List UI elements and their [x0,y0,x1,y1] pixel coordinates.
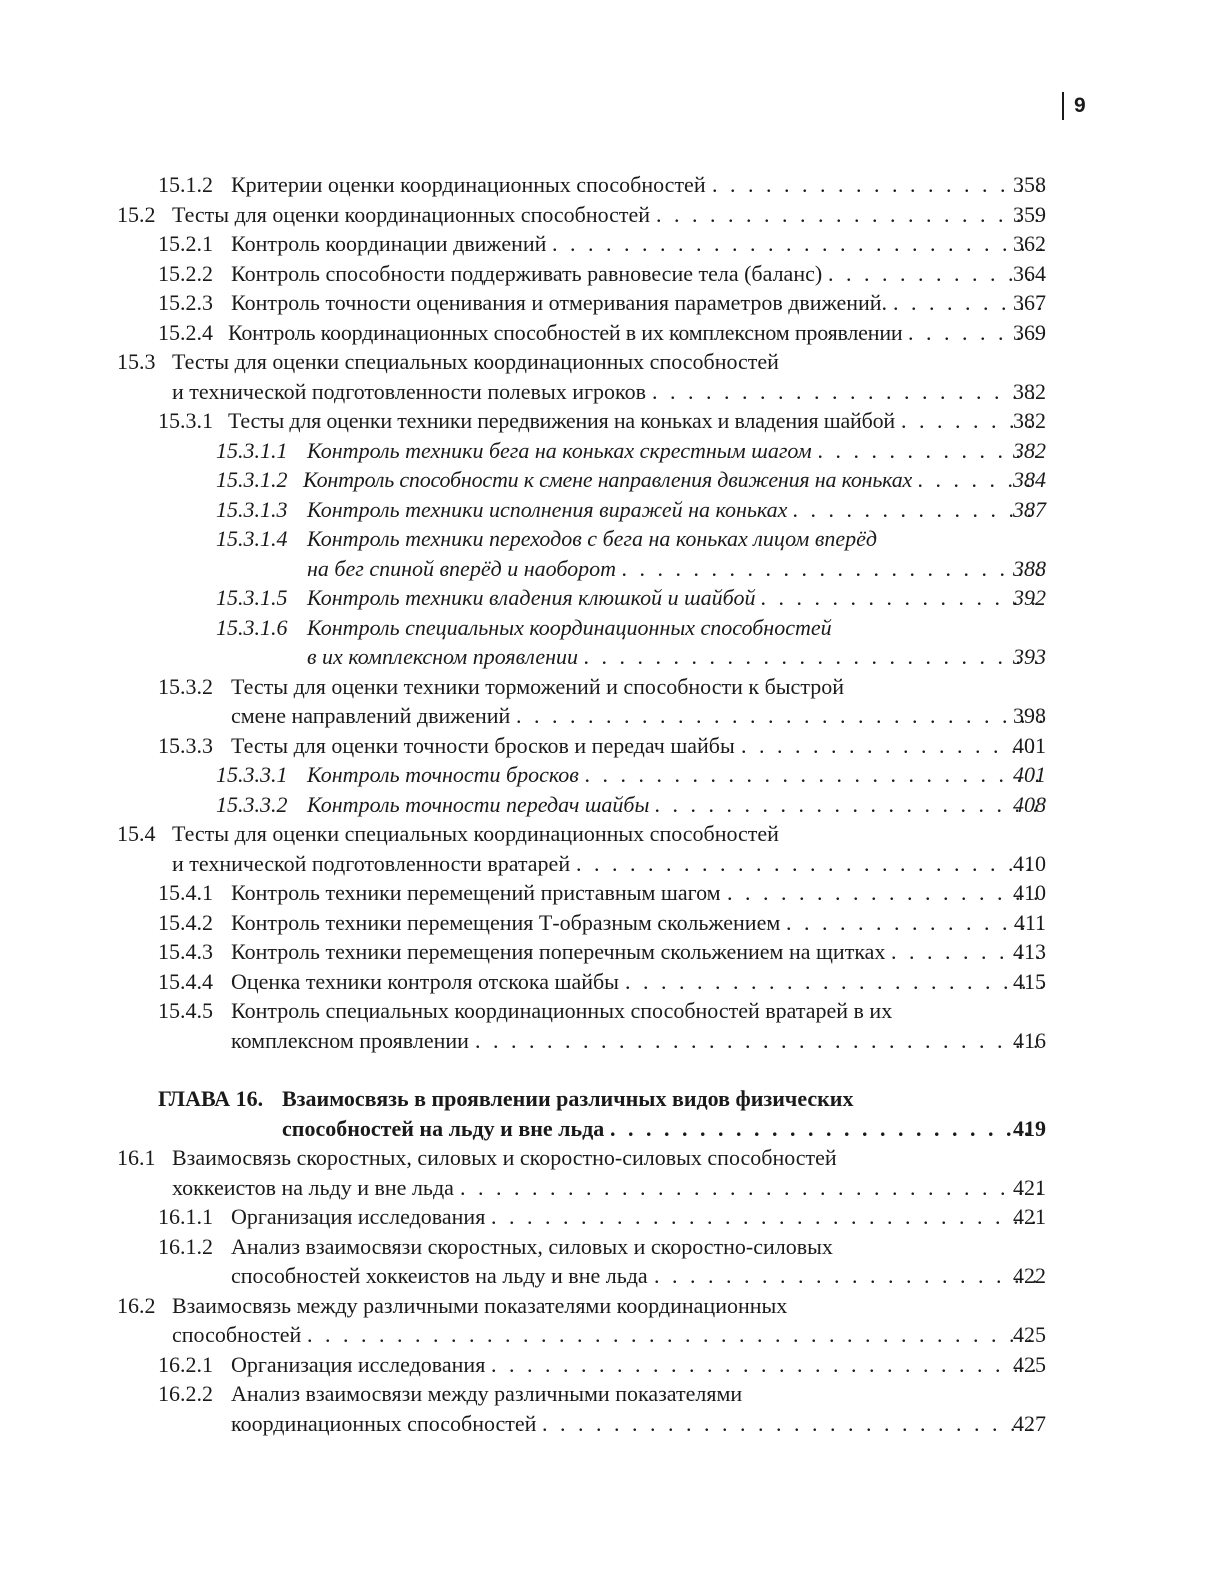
toc-entry-title: Тесты для оценки точности бросков и передач шайбы [231,732,735,758]
toc-entry[interactable] [0,1143,1211,1173]
toc-entry[interactable] [0,318,1211,348]
toc-entry-number: 15.2.3 [158,290,213,315]
toc-entry[interactable] [0,200,1211,230]
toc-entry-page: 401 [1013,732,1046,758]
toc-entry-number: 15.2.4 [158,319,213,345]
toc-entry[interactable] [0,760,1211,790]
toc-chapter-title-continued: способностей на льду и вне льда [282,1115,605,1141]
toc-entry-title: Критерии оценки координационных способностей [231,172,706,197]
toc-entry-title: Взаимосвязь между различными показателями координационных [172,1292,788,1318]
toc-entry-page: 393 [1013,644,1046,669]
toc-entry-page: 392 [1013,585,1046,610]
toc-entry-title: Анализ взаимосвязи между различными показателями [231,1381,743,1406]
toc-chapter-title: Взаимосвязь в проявлении различных видов физических [282,1086,854,1111]
toc-entry-continuation[interactable] [0,377,1211,407]
toc-entry[interactable] [0,1350,1211,1380]
toc-entry-number: 15.3.1.2 [216,467,288,492]
toc-entry-page: 388 [1013,555,1046,581]
toc-entry[interactable] [0,524,1211,554]
toc-entry-page: 422 [1013,1263,1046,1288]
toc-entry[interactable] [0,347,1211,377]
toc-leader-dots [727,878,1043,908]
toc-entry-continuation[interactable] [0,701,1211,731]
toc-entry-title: Взаимосвязь скоростных, силовых и скоростно-силовых способностей [172,1145,837,1170]
toc-entry-page: 413 [1013,939,1046,964]
toc-entry[interactable] [0,819,1211,849]
toc-entry-page: 408 [1013,791,1046,817]
toc-entry-number: 15.4 [117,821,156,846]
toc-entry-number: 15.4.2 [158,909,213,935]
toc-entry[interactable] [0,613,1211,643]
toc-entry-title: Контроль техники перемещения поперечным скольжением на щитках [231,939,886,964]
toc-entry-continuation[interactable] [0,1026,1211,1056]
toc-leader-dots [818,436,1043,466]
toc-entry-page: 367 [1013,290,1046,315]
toc-leader-dots [585,760,1043,790]
toc-entry-page: 401 [1013,762,1046,787]
toc-entry-number: 16.2.1 [158,1351,213,1377]
toc-entry-title: Тесты для оценки техники торможений и способности к быстрой [231,673,844,699]
toc-entry-title: Контроль способности к смене направления движения на коньках [303,467,913,492]
toc-leader-dots [652,377,1043,407]
toc-entry[interactable] [0,583,1211,613]
toc-leader-dots [491,1202,1043,1232]
toc-entry-number: 15.2.1 [158,231,213,256]
toc-entry[interactable] [0,1232,1211,1262]
toc-entry-page: 425 [1013,1322,1046,1347]
toc-entry-number: 16.2 [117,1292,156,1318]
toc-entry-page: 362 [1013,231,1046,256]
toc-entry-page: 415 [1013,968,1046,994]
toc-entry-title: Тесты для оценки специальных координационных способностей [172,821,779,846]
toc-chapter-continuation[interactable] [0,1114,1211,1144]
toc-entry-title-continued: в их комплексном проявлении [307,644,579,669]
toc-leader-dots [460,1173,1043,1203]
toc-chapter-heading[interactable] [0,1084,1211,1114]
toc-leader-dots [761,583,1043,613]
toc-leader-dots [655,790,1043,820]
toc-entry-title-continued: комплексном проявлении [231,1027,469,1053]
toc-entry-title: Контроль техники перемещения Т-образным скольжением [231,909,781,935]
toc-leader-dots [712,170,1043,200]
toc-entry-page: 411 [1013,909,1046,935]
toc-entry-page: 364 [1013,260,1046,286]
toc-entry-continuation[interactable] [0,1173,1211,1203]
toc-leader-dots [793,495,1043,525]
toc-entry-number: 15.1.2 [158,172,213,197]
toc-entry[interactable] [0,937,1211,967]
toc-entry-page: 398 [1013,703,1046,728]
toc-entry-page: 425 [1013,1351,1046,1377]
toc-entry[interactable] [0,908,1211,938]
toc-leader-dots [584,642,1043,672]
toc-entry-number: 16.1 [117,1145,156,1170]
toc-entry-title: Контроль специальных координационных способностей [307,614,832,640]
toc-entry-title: Контроль техники владения клюшкой и шайбой [307,585,756,610]
toc-entry[interactable] [0,1379,1211,1409]
toc-entry-title: Контроль точности оценивания и отмеривания параметров движений. [231,290,888,315]
toc-entry[interactable] [0,672,1211,702]
toc-leader-dots [552,229,1043,259]
toc-entry-page: 427 [1013,1410,1046,1436]
toc-entry-number: 16.1.2 [158,1233,213,1259]
toc-entry[interactable] [0,406,1211,436]
toc-leader-dots [491,1350,1043,1380]
toc-entry-title-continued: способностей хоккеистов на льду и вне льда [231,1263,648,1288]
toc-leader-dots [828,259,1043,289]
toc-entry-title: Тесты для оценки техники передвижения на коньках и владения шайбой [228,408,895,433]
toc-entry-page: 369 [1013,319,1046,345]
toc-entry-number: 15.2 [117,201,156,227]
toc-leader-dots [622,554,1043,584]
toc-entry-title: Тесты для оценки специальных координационных способностей [172,349,779,374]
toc-entry-title: Контроль координационных способностей в их комплексном проявлении [228,319,903,345]
toc-entry[interactable] [0,288,1211,318]
toc-entry-title-continued: хоккеистов на льду и вне льда [172,1174,454,1200]
toc-entry-continuation[interactable] [0,1409,1211,1439]
toc-entry-title: Контроль способности поддерживать равновесие тела (баланс) [231,260,823,286]
toc-leader-dots [610,1114,1043,1144]
toc-leader-dots [786,908,1043,938]
toc-entry-title-continued: и технической подготовленности вратарей [172,850,571,876]
toc-entry-number: 15.3.3.2 [216,791,288,817]
toc-entry-title: Контроль техники бега на коньках скрестным шагом [307,437,812,463]
toc-entry-title: Контроль точности передач шайбы [307,791,650,817]
toc-entry-number: 15.4.5 [158,998,213,1023]
toc-entry-continuation[interactable] [0,1320,1211,1350]
toc-entry-number: 15.3.1 [158,408,213,433]
toc-entry[interactable] [0,436,1211,466]
toc-entry[interactable] [0,996,1211,1026]
toc-entry-title: Контроль координации движений [231,231,547,256]
toc-entry-page: 421 [1013,1174,1046,1200]
toc-entry-title: Оценка техники контроля отскока шайбы [231,968,619,994]
toc-entry-title-continued: и технической подготовленности полевых игроков [172,378,646,404]
toc-entry-continuation[interactable] [0,849,1211,879]
toc-entry-title: Контроль техники переходов с бега на коньках лицом вперёд [307,526,878,551]
toc-entry-page: 410 [1013,850,1046,876]
toc-entry[interactable] [0,731,1211,761]
toc-leader-dots [656,200,1043,230]
toc-entry-page: 384 [1013,467,1046,492]
toc-entry-number: 15.3.1.4 [216,526,288,551]
toc-entry-number: 15.3 [117,349,156,374]
toc-entry[interactable] [0,790,1211,820]
toc-entry-number: 15.4.1 [158,880,213,905]
toc-entry-title: Контроль техники перемещений приставным шагом [231,880,721,905]
toc-entry[interactable] [0,259,1211,289]
toc-entry-number: 15.3.1.1 [216,437,288,463]
toc-entry-continuation[interactable] [0,1261,1211,1291]
toc-entry-title-continued: координационных способностей [231,1410,537,1436]
page-number: 9 [1074,94,1086,117]
toc-entry-number: 15.4.3 [158,939,213,964]
toc-leader-dots [576,849,1043,879]
toc-entry-number: 15.3.1.3 [216,496,288,522]
toc-entry[interactable] [0,878,1211,908]
toc-entry[interactable] [0,1202,1211,1232]
toc-entry-title: Контроль специальных координационных способностей вратарей в их [231,998,893,1023]
toc-entry-number: 15.3.3 [158,732,213,758]
toc-entry[interactable] [0,495,1211,525]
toc-chapter-page: 419 [1013,1115,1046,1141]
toc-leader-dots [307,1320,1043,1350]
toc-leader-dots [542,1409,1043,1439]
toc-entry-title-continued: на бег спиной вперёд и наоборот [307,555,616,581]
toc-entry[interactable] [0,170,1211,200]
toc-entry-title: Анализ взаимосвязи скоростных, силовых и скоростно-силовых [231,1233,833,1259]
toc-leader-dots [741,731,1043,761]
toc-entry-number: 15.3.1.5 [216,585,288,610]
toc-leader-dots [625,967,1043,997]
toc-entry[interactable] [0,1291,1211,1321]
toc-leader-dots [654,1261,1043,1291]
toc-entry-title: Организация исследования [231,1204,486,1229]
toc-entry-number: 15.3.2 [158,673,213,699]
page-header [1062,92,1086,120]
toc-entry-page: 358 [1013,172,1046,197]
toc-chapter-number: ГЛАВА 16. [158,1086,264,1111]
toc-entry[interactable] [0,967,1211,997]
toc-entry[interactable] [0,465,1211,495]
toc-entry-number: 15.3.3.1 [216,762,288,787]
toc-entry-page: 382 [1013,408,1046,433]
toc-entry-page: 382 [1013,378,1046,404]
toc-entry-page: 416 [1013,1027,1046,1053]
toc-entry-title-continued: способностей [172,1322,302,1347]
toc-entry-number: 15.4.4 [158,968,213,994]
toc-entry-title: Тесты для оценки координационных способностей [172,201,651,227]
toc-entry[interactable] [0,229,1211,259]
toc-entry-number: 16.2.2 [158,1381,213,1406]
toc-entry-page: 382 [1013,437,1046,463]
toc-entry-page: 421 [1013,1204,1046,1229]
toc-entry-page: 387 [1013,496,1046,522]
toc-leader-dots [516,701,1043,731]
toc-entry-number: 16.1.1 [158,1204,213,1229]
toc-entry-number: 15.2.2 [158,260,213,286]
toc-entry-title: Организация исследования [231,1351,486,1377]
toc-entry-title: Контроль техники исполнения виражей на коньках [307,496,788,522]
toc-entry-continuation[interactable] [0,554,1211,584]
toc-entry-title-continued: смене направлений движений [231,703,511,728]
toc-entry-continuation[interactable] [0,642,1211,672]
toc-leader-dots [475,1026,1043,1056]
toc-entry-page: 410 [1013,880,1046,905]
toc-entry-page: 359 [1013,201,1046,227]
toc-entry-title: Контроль точности бросков [307,762,579,787]
toc-entry-number: 15.3.1.6 [216,614,288,640]
